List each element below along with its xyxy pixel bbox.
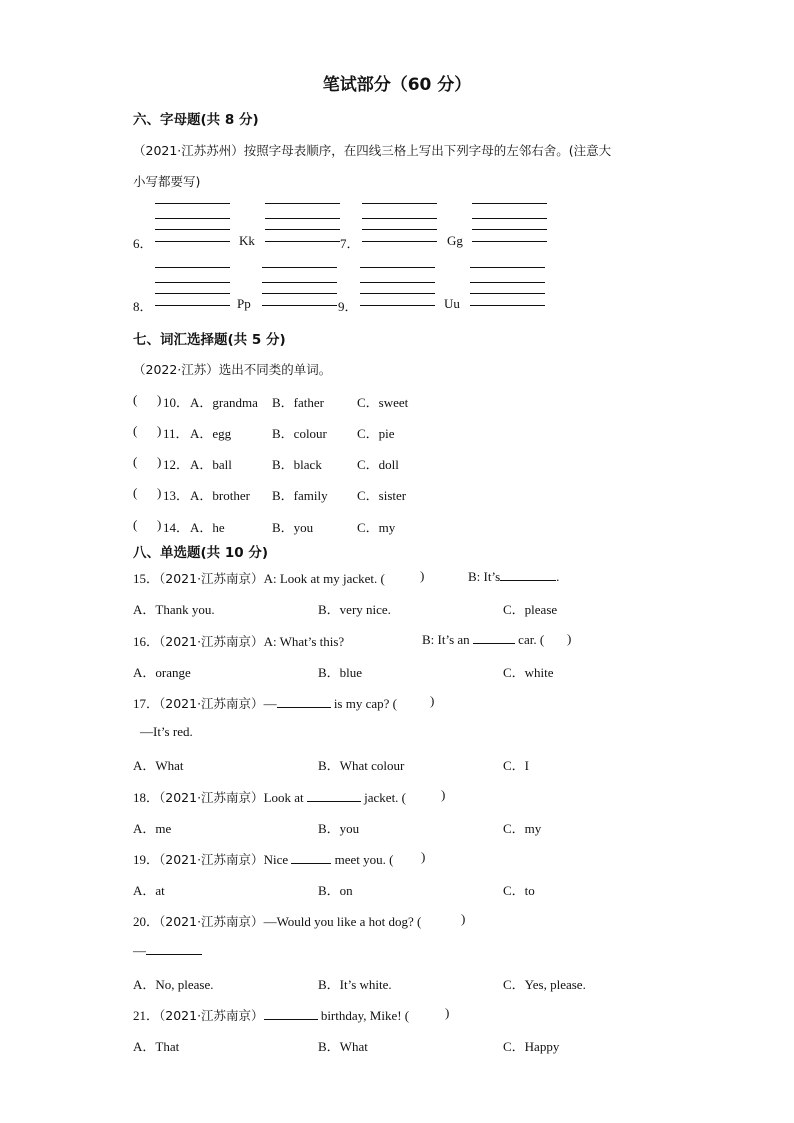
option-a: A．Thank you. — [133, 602, 215, 617]
answer-paren-open: ( — [133, 517, 138, 532]
answer-paren-close: ) — [157, 485, 162, 500]
dialog-reply: —It’s red. — [140, 724, 193, 739]
section-6-heading: 六、字母题(共 8 分) — [133, 112, 259, 128]
dialog-b: B: It’s — [468, 569, 501, 584]
option-a: A．at — [133, 883, 165, 898]
option-a: A．grandma — [190, 395, 258, 410]
page-title: 笔试部分（60 分） — [322, 75, 472, 95]
question-stem: is my cap? ( — [333, 696, 397, 711]
answer-paren-close: ) — [567, 631, 572, 646]
question-stem: Look at — [263, 790, 304, 805]
answer-blank — [291, 851, 331, 864]
question-source: （2021·江苏南京） — [159, 914, 264, 929]
answer-paren-close: ) — [157, 392, 162, 407]
option-b: B．What — [318, 1039, 368, 1054]
answer-blank — [307, 789, 361, 802]
option-a: A．brother — [190, 488, 250, 503]
option-c: C．Happy — [503, 1039, 560, 1054]
answer-paren-close: ) — [445, 1005, 450, 1020]
dialog-b: B: It’s an — [422, 632, 470, 647]
option-c: C．my — [357, 520, 396, 535]
option-b: B．you — [272, 520, 314, 535]
question-source: （2021·江苏南京） — [159, 1008, 264, 1023]
option-b: B．blue — [318, 665, 363, 680]
option-a: A．ball — [190, 457, 232, 472]
answer-paren-open: ( — [133, 485, 138, 500]
answer-paren-close: ) — [430, 693, 435, 708]
answer-paren-open: ( — [133, 454, 138, 469]
question-number: 20． — [133, 914, 160, 929]
option-b: B．very nice. — [318, 602, 391, 617]
dialog-reply: — — [133, 943, 146, 958]
answer-paren-open: ( — [133, 423, 138, 438]
option-a: A．No, please. — [133, 977, 214, 992]
option-c: C．sister — [357, 488, 407, 503]
option-c: C．I — [503, 758, 530, 773]
item-7-letter: Gg — [447, 233, 463, 248]
answer-blank — [146, 942, 202, 955]
option-a: A．egg — [190, 426, 232, 441]
answer-blank — [473, 631, 515, 644]
option-a: A．orange — [133, 665, 191, 680]
item-9-number: 9． — [338, 299, 358, 314]
option-c: C．pie — [357, 426, 395, 441]
answer-blank — [500, 568, 556, 581]
option-b: B．black — [272, 457, 322, 472]
question-stem: Nice — [263, 852, 289, 867]
option-c: C．my — [503, 821, 542, 836]
answer-paren-close: ) — [420, 568, 425, 583]
option-c: C．sweet — [357, 395, 409, 410]
question-number: 12． — [163, 457, 190, 472]
item-8-number: 8． — [133, 299, 153, 314]
option-c: C．white — [503, 665, 554, 680]
question-number: 10． — [163, 395, 190, 410]
item-8-letter: Pp — [237, 296, 251, 311]
question-source: （2021·江苏南京） — [159, 571, 264, 586]
question-number: 11． — [163, 426, 189, 441]
question-stem: A: Look at my jacket. ( — [263, 571, 385, 586]
option-c: C．Yes, please. — [503, 977, 586, 992]
question-number: 14． — [163, 520, 190, 535]
section-7-heading: 七、词汇选择题(共 5 分) — [133, 332, 286, 348]
section-8-heading: 八、单选题(共 10 分) — [133, 545, 269, 561]
section-6-instruction: （2021·江苏苏州）按照字母表顺序，在四线三格上写出下列字母的左邻右舍。(注意大 — [133, 143, 612, 158]
question-source: （2021·江苏南京） — [159, 696, 264, 711]
option-a: A．That — [133, 1039, 180, 1054]
dialog-end: . — [556, 569, 560, 584]
option-c: C．to — [503, 883, 535, 898]
item-6-number: 6． — [133, 236, 153, 251]
option-b: B．on — [318, 883, 353, 898]
item-6-letter: Kk — [239, 233, 255, 248]
answer-paren-close: ) — [421, 849, 426, 864]
answer-paren-open: ( — [133, 392, 138, 407]
option-a: A．me — [133, 821, 172, 836]
option-b: B．What colour — [318, 758, 405, 773]
question-stem: A: What’s this? — [263, 634, 345, 649]
question-stem: —Would you like a hot dog? ( — [263, 914, 422, 929]
option-a: A．he — [190, 520, 225, 535]
option-b: B．family — [272, 488, 328, 503]
dialog-end: car. ( — [518, 632, 545, 647]
answer-blank — [277, 695, 331, 708]
option-b: B．It’s white. — [318, 977, 392, 992]
answer-paren-close: ) — [441, 787, 446, 802]
section-6-instruction-cont: 小写都要写) — [133, 174, 201, 189]
answer-paren-close: ) — [157, 423, 162, 438]
option-a: A．What — [133, 758, 184, 773]
question-number: 13． — [163, 488, 190, 503]
item-9-letter: Uu — [444, 296, 460, 311]
question-dash: — — [263, 696, 277, 711]
item-7-number: 7． — [340, 236, 360, 251]
question-number: 21． — [133, 1008, 160, 1023]
answer-paren-close: ) — [157, 517, 162, 532]
question-stem-end: jacket. ( — [364, 790, 407, 805]
question-source: （2021·江苏南京） — [159, 634, 264, 649]
question-number: 15． — [133, 571, 160, 586]
question-stem-end: meet you. ( — [334, 852, 394, 867]
question-number: 17． — [133, 696, 160, 711]
question-source: （2021·江苏南京） — [159, 852, 264, 867]
answer-blank — [264, 1007, 318, 1020]
option-b: B．father — [272, 395, 324, 410]
answer-paren-close: ) — [461, 911, 466, 926]
option-c: C．doll — [357, 457, 399, 472]
option-b: B．colour — [272, 426, 327, 441]
question-number: 16． — [133, 634, 160, 649]
option-b: B．you — [318, 821, 360, 836]
question-stem: birthday, Mike! ( — [320, 1008, 410, 1023]
question-number: 18． — [133, 790, 160, 805]
question-source: （2021·江苏南京） — [159, 790, 264, 805]
option-c: C．please — [503, 602, 558, 617]
section-7-instruction: （2022·江苏）选出不同类的单词。 — [133, 362, 332, 377]
question-number: 19． — [133, 852, 160, 867]
answer-paren-close: ) — [157, 454, 162, 469]
